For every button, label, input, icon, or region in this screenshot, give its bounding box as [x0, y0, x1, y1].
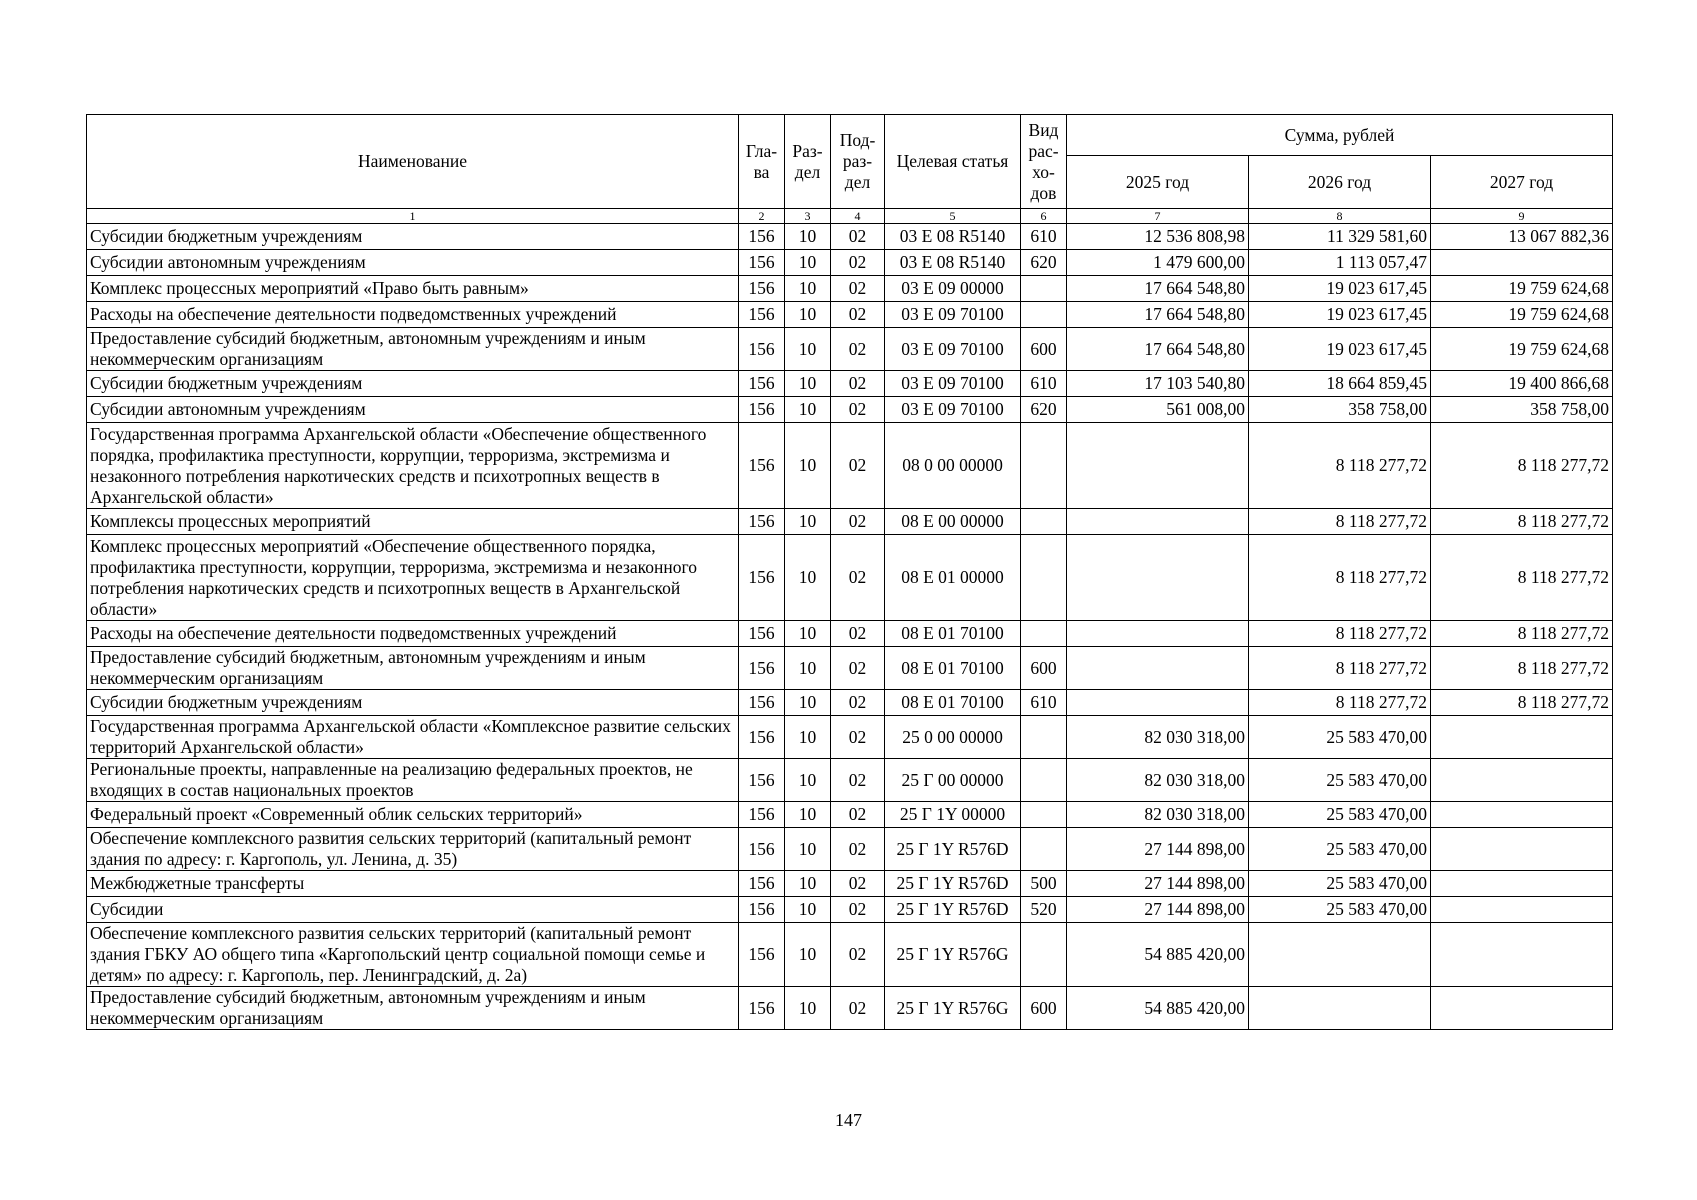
row-amount-2027-cell: 19 759 624,68 [1431, 302, 1613, 328]
column-index-cell: 4 [831, 209, 885, 224]
row-razdel-cell: 10 [785, 987, 831, 1030]
row-razdel-cell: 10 [785, 509, 831, 535]
row-amount-2027-cell [1431, 759, 1613, 802]
row-amount-2026-cell: 19 023 617,45 [1249, 328, 1431, 371]
row-vid-cell [1021, 716, 1067, 759]
row-amount-2025-cell: 17 664 548,80 [1067, 328, 1249, 371]
row-podrazdel-cell: 02 [831, 716, 885, 759]
row-podrazdel-cell: 02 [831, 371, 885, 397]
row-name-cell: Субсидии бюджетным учреждениям [87, 371, 739, 397]
row-podrazdel-cell: 02 [831, 250, 885, 276]
row-podrazdel-cell: 02 [831, 871, 885, 897]
row-razdel-cell: 10 [785, 647, 831, 690]
row-amount-2025-cell [1067, 509, 1249, 535]
row-amount-2025-cell: 82 030 318,00 [1067, 802, 1249, 828]
row-amount-2027-cell [1431, 871, 1613, 897]
row-amount-2026-cell: 25 583 470,00 [1249, 759, 1431, 802]
row-vid-cell [1021, 759, 1067, 802]
row-razdel-cell: 10 [785, 802, 831, 828]
row-amount-2026-cell [1249, 987, 1431, 1030]
row-glava-cell: 156 [739, 423, 785, 509]
header-glava: Гла-ва [739, 115, 785, 209]
row-vid-cell [1021, 276, 1067, 302]
table-row [87, 535, 1613, 621]
row-name-cell: Федеральный проект «Современный облик сельских территорий» [87, 802, 739, 828]
row-statya-cell: 25 Г 1Y 00000 [885, 802, 1021, 828]
table-row [87, 802, 1613, 828]
row-amount-2027-cell: 8 118 277,72 [1431, 690, 1613, 716]
row-statya-cell: 25 Г 1Y R576G [885, 987, 1021, 1030]
row-amount-2025-cell: 17 103 540,80 [1067, 371, 1249, 397]
row-podrazdel-cell: 02 [831, 328, 885, 371]
row-vid-cell: 610 [1021, 690, 1067, 716]
row-amount-2026-cell: 25 583 470,00 [1249, 828, 1431, 871]
row-statya-cell: 03 Е 09 70100 [885, 302, 1021, 328]
row-statya-cell: 03 Е 09 70100 [885, 397, 1021, 423]
row-glava-cell: 156 [739, 302, 785, 328]
row-name-cell: Субсидии [87, 897, 739, 923]
row-podrazdel-cell: 02 [831, 759, 885, 802]
row-amount-2025-cell: 27 144 898,00 [1067, 828, 1249, 871]
row-razdel-cell: 10 [785, 871, 831, 897]
row-razdel-cell: 10 [785, 690, 831, 716]
row-name-cell: Обеспечение комплексного развития сельских территорий (капитальный ремонт здания по адресу: г. Каргополь, ул. Ленина, д. 35) [87, 828, 739, 871]
header-podrazdel: Под-раз-дел [831, 115, 885, 209]
row-vid-cell: 620 [1021, 250, 1067, 276]
row-razdel-cell: 10 [785, 302, 831, 328]
row-vid-cell [1021, 535, 1067, 621]
header-2027: 2027 год [1431, 156, 1613, 209]
row-amount-2026-cell: 8 118 277,72 [1249, 621, 1431, 647]
table-row [87, 250, 1613, 276]
row-name-cell: Предоставление субсидий бюджетным, автономным учреждениям и иным некоммерческим организациям [87, 328, 739, 371]
row-amount-2027-cell: 19 400 866,68 [1431, 371, 1613, 397]
table-row [87, 923, 1613, 987]
row-name-cell: Государственная программа Архангельской области «Обеспечение общественного порядка, профилактика преступности, коррупции, терроризма, экстремизма и незаконного потребления наркотических средств и психотропных веществ в Архангельской области» [87, 423, 739, 509]
table-row [87, 328, 1613, 371]
row-name-cell: Государственная программа Архангельской области «Комплексное развитие сельских территорий Архангельской области» [87, 716, 739, 759]
row-statya-cell: 08 Е 01 00000 [885, 535, 1021, 621]
table-row [87, 716, 1613, 759]
header-2025: 2025 год [1067, 156, 1249, 209]
table-row [87, 397, 1613, 423]
row-amount-2026-cell [1249, 923, 1431, 987]
column-index-cell: 6 [1021, 209, 1067, 224]
row-glava-cell: 156 [739, 397, 785, 423]
table-row [87, 759, 1613, 802]
row-glava-cell: 156 [739, 224, 785, 250]
header-name: Наименование [87, 115, 739, 209]
row-amount-2025-cell [1067, 621, 1249, 647]
row-statya-cell: 25 Г 1Y R576G [885, 923, 1021, 987]
table-row [87, 871, 1613, 897]
row-podrazdel-cell: 02 [831, 224, 885, 250]
row-glava-cell: 156 [739, 716, 785, 759]
row-name-cell: Комплексы процессных мероприятий [87, 509, 739, 535]
row-statya-cell: 03 Е 09 00000 [885, 276, 1021, 302]
row-glava-cell: 156 [739, 923, 785, 987]
row-statya-cell: 25 Г 1Y R576D [885, 828, 1021, 871]
row-razdel-cell: 10 [785, 621, 831, 647]
row-amount-2026-cell: 1 113 057,47 [1249, 250, 1431, 276]
row-razdel-cell: 10 [785, 250, 831, 276]
row-amount-2026-cell: 25 583 470,00 [1249, 802, 1431, 828]
row-name-cell: Региональные проекты, направленные на реализацию федеральных проектов, не входящих в состав национальных проектов [87, 759, 739, 802]
row-glava-cell: 156 [739, 647, 785, 690]
row-vid-cell [1021, 423, 1067, 509]
row-vid-cell: 600 [1021, 647, 1067, 690]
row-podrazdel-cell: 02 [831, 802, 885, 828]
row-vid-cell [1021, 302, 1067, 328]
row-statya-cell: 08 0 00 00000 [885, 423, 1021, 509]
row-razdel-cell: 10 [785, 923, 831, 987]
row-amount-2025-cell [1067, 423, 1249, 509]
row-glava-cell: 156 [739, 328, 785, 371]
row-name-cell: Субсидии бюджетным учреждениям [87, 690, 739, 716]
row-razdel-cell: 10 [785, 535, 831, 621]
table-row [87, 423, 1613, 509]
row-amount-2025-cell: 27 144 898,00 [1067, 897, 1249, 923]
row-glava-cell: 156 [739, 509, 785, 535]
row-name-cell: Расходы на обеспечение деятельности подведомственных учреждений [87, 621, 739, 647]
row-amount-2026-cell: 8 118 277,72 [1249, 535, 1431, 621]
row-name-cell: Межбюджетные трансферты [87, 871, 739, 897]
row-vid-cell: 600 [1021, 328, 1067, 371]
row-podrazdel-cell: 02 [831, 923, 885, 987]
row-statya-cell: 25 0 00 00000 [885, 716, 1021, 759]
row-name-cell: Предоставление субсидий бюджетным, автономным учреждениям и иным некоммерческим организациям [87, 987, 739, 1030]
row-statya-cell: 08 Е 01 70100 [885, 621, 1021, 647]
column-index-cell: 7 [1067, 209, 1249, 224]
row-vid-cell [1021, 802, 1067, 828]
column-index-cell: 8 [1249, 209, 1431, 224]
row-podrazdel-cell: 02 [831, 621, 885, 647]
row-podrazdel-cell: 02 [831, 690, 885, 716]
row-statya-cell: 03 Е 08 R5140 [885, 250, 1021, 276]
table-row [87, 621, 1613, 647]
row-glava-cell: 156 [739, 802, 785, 828]
row-amount-2025-cell [1067, 647, 1249, 690]
row-amount-2025-cell: 561 008,00 [1067, 397, 1249, 423]
row-amount-2026-cell: 25 583 470,00 [1249, 716, 1431, 759]
row-razdel-cell: 10 [785, 897, 831, 923]
row-amount-2027-cell [1431, 987, 1613, 1030]
row-vid-cell: 520 [1021, 897, 1067, 923]
row-glava-cell: 156 [739, 535, 785, 621]
header-2026: 2026 год [1249, 156, 1431, 209]
row-statya-cell: 03 Е 08 R5140 [885, 224, 1021, 250]
row-amount-2027-cell: 19 759 624,68 [1431, 328, 1613, 371]
table-row [87, 828, 1613, 871]
row-podrazdel-cell: 02 [831, 987, 885, 1030]
row-amount-2027-cell [1431, 802, 1613, 828]
row-amount-2025-cell [1067, 690, 1249, 716]
row-amount-2026-cell: 8 118 277,72 [1249, 423, 1431, 509]
table-row [87, 647, 1613, 690]
column-index-cell: 9 [1431, 209, 1613, 224]
table-row [87, 509, 1613, 535]
row-razdel-cell: 10 [785, 397, 831, 423]
header-vid: Вид рас-хо-дов [1021, 115, 1067, 209]
table-row [87, 987, 1613, 1030]
row-amount-2026-cell: 19 023 617,45 [1249, 302, 1431, 328]
row-glava-cell: 156 [739, 871, 785, 897]
row-amount-2025-cell: 27 144 898,00 [1067, 871, 1249, 897]
column-index-cell: 1 [87, 209, 739, 224]
row-razdel-cell: 10 [785, 759, 831, 802]
row-podrazdel-cell: 02 [831, 423, 885, 509]
row-amount-2025-cell [1067, 535, 1249, 621]
row-amount-2027-cell: 8 118 277,72 [1431, 509, 1613, 535]
row-name-cell: Субсидии бюджетным учреждениям [87, 224, 739, 250]
row-statya-cell: 08 Е 00 00000 [885, 509, 1021, 535]
row-amount-2027-cell: 8 118 277,72 [1431, 621, 1613, 647]
row-amount-2025-cell: 54 885 420,00 [1067, 987, 1249, 1030]
row-amount-2026-cell: 11 329 581,60 [1249, 224, 1431, 250]
row-name-cell: Обеспечение комплексного развития сельских территорий (капитальный ремонт здания ГБКУ АО общего типа «Каргопольский центр социальной помощи семье и детям» по адресу: г. Каргополь, пер. Ленинградский, д. 2а) [87, 923, 739, 987]
column-index-cell: 5 [885, 209, 1021, 224]
row-amount-2026-cell: 8 118 277,72 [1249, 690, 1431, 716]
row-glava-cell: 156 [739, 276, 785, 302]
row-vid-cell: 610 [1021, 224, 1067, 250]
table-row [87, 276, 1613, 302]
row-glava-cell: 156 [739, 250, 785, 276]
row-statya-cell: 25 Г 1Y R576D [885, 871, 1021, 897]
column-index-cell: 3 [785, 209, 831, 224]
row-vid-cell: 620 [1021, 397, 1067, 423]
row-glava-cell: 156 [739, 759, 785, 802]
column-index-row [87, 209, 1613, 224]
row-vid-cell [1021, 923, 1067, 987]
row-podrazdel-cell: 02 [831, 828, 885, 871]
row-vid-cell [1021, 828, 1067, 871]
row-amount-2025-cell: 82 030 318,00 [1067, 759, 1249, 802]
table-row [87, 371, 1613, 397]
row-razdel-cell: 10 [785, 828, 831, 871]
row-podrazdel-cell: 02 [831, 509, 885, 535]
row-amount-2025-cell: 1 479 600,00 [1067, 250, 1249, 276]
row-amount-2027-cell [1431, 250, 1613, 276]
row-amount-2027-cell: 19 759 624,68 [1431, 276, 1613, 302]
row-amount-2027-cell: 8 118 277,72 [1431, 423, 1613, 509]
row-name-cell: Расходы на обеспечение деятельности подведомственных учреждений [87, 302, 739, 328]
table-row [87, 690, 1613, 716]
row-statya-cell: 08 Е 01 70100 [885, 647, 1021, 690]
row-razdel-cell: 10 [785, 276, 831, 302]
row-vid-cell: 600 [1021, 987, 1067, 1030]
row-razdel-cell: 10 [785, 716, 831, 759]
row-podrazdel-cell: 02 [831, 535, 885, 621]
row-name-cell: Предоставление субсидий бюджетным, автономным учреждениям и иным некоммерческим организациям [87, 647, 739, 690]
row-statya-cell: 03 Е 09 70100 [885, 328, 1021, 371]
header-razdel: Раз-дел [785, 115, 831, 209]
row-razdel-cell: 10 [785, 423, 831, 509]
table-row [87, 302, 1613, 328]
table-row [87, 224, 1613, 250]
row-glava-cell: 156 [739, 828, 785, 871]
row-amount-2027-cell: 13 067 882,36 [1431, 224, 1613, 250]
row-razdel-cell: 10 [785, 328, 831, 371]
row-vid-cell [1021, 621, 1067, 647]
row-name-cell: Субсидии автономным учреждениям [87, 397, 739, 423]
row-amount-2027-cell: 8 118 277,72 [1431, 535, 1613, 621]
header-statya: Целевая статья [885, 115, 1021, 209]
table-body [87, 224, 1613, 1030]
row-podrazdel-cell: 02 [831, 897, 885, 923]
row-vid-cell [1021, 509, 1067, 535]
row-podrazdel-cell: 02 [831, 302, 885, 328]
row-amount-2026-cell: 19 023 617,45 [1249, 276, 1431, 302]
row-vid-cell: 610 [1021, 371, 1067, 397]
row-amount-2026-cell: 25 583 470,00 [1249, 871, 1431, 897]
row-statya-cell: 03 Е 09 70100 [885, 371, 1021, 397]
row-amount-2026-cell: 25 583 470,00 [1249, 897, 1431, 923]
row-podrazdel-cell: 02 [831, 276, 885, 302]
row-amount-2027-cell: 358 758,00 [1431, 397, 1613, 423]
row-glava-cell: 156 [739, 371, 785, 397]
header-summa: Сумма, рублей [1067, 115, 1613, 156]
row-razdel-cell: 10 [785, 371, 831, 397]
row-amount-2027-cell [1431, 897, 1613, 923]
row-amount-2025-cell: 82 030 318,00 [1067, 716, 1249, 759]
row-amount-2027-cell: 8 118 277,72 [1431, 647, 1613, 690]
row-amount-2026-cell: 8 118 277,72 [1249, 509, 1431, 535]
row-name-cell: Субсидии автономным учреждениям [87, 250, 739, 276]
row-amount-2025-cell: 54 885 420,00 [1067, 923, 1249, 987]
row-podrazdel-cell: 02 [831, 397, 885, 423]
row-amount-2025-cell: 17 664 548,80 [1067, 276, 1249, 302]
row-name-cell: Комплекс процессных мероприятий «Обеспечение общественного порядка, профилактика преступности, коррупции, терроризма, экстремизма и незаконного потребления наркотических средств и психотропных веществ в Архангельской области» [87, 535, 739, 621]
row-glava-cell: 156 [739, 987, 785, 1030]
row-amount-2025-cell: 17 664 548,80 [1067, 302, 1249, 328]
row-glava-cell: 156 [739, 690, 785, 716]
row-amount-2027-cell [1431, 923, 1613, 987]
row-amount-2025-cell: 12 536 808,98 [1067, 224, 1249, 250]
page-number: 147 [835, 1110, 862, 1130]
row-amount-2026-cell: 358 758,00 [1249, 397, 1431, 423]
row-glava-cell: 156 [739, 621, 785, 647]
column-index-cell: 2 [739, 209, 785, 224]
table-row [87, 897, 1613, 923]
row-glava-cell: 156 [739, 897, 785, 923]
row-amount-2026-cell: 8 118 277,72 [1249, 647, 1431, 690]
row-name-cell: Комплекс процессных мероприятий «Право быть равным» [87, 276, 739, 302]
row-statya-cell: 25 Г 1Y R576D [885, 897, 1021, 923]
row-amount-2027-cell [1431, 716, 1613, 759]
row-amount-2026-cell: 18 664 859,45 [1249, 371, 1431, 397]
row-statya-cell: 25 Г 00 00000 [885, 759, 1021, 802]
row-razdel-cell: 10 [785, 224, 831, 250]
budget-table [86, 114, 1613, 1030]
row-podrazdel-cell: 02 [831, 647, 885, 690]
row-statya-cell: 08 Е 01 70100 [885, 690, 1021, 716]
row-amount-2027-cell [1431, 828, 1613, 871]
row-vid-cell: 500 [1021, 871, 1067, 897]
